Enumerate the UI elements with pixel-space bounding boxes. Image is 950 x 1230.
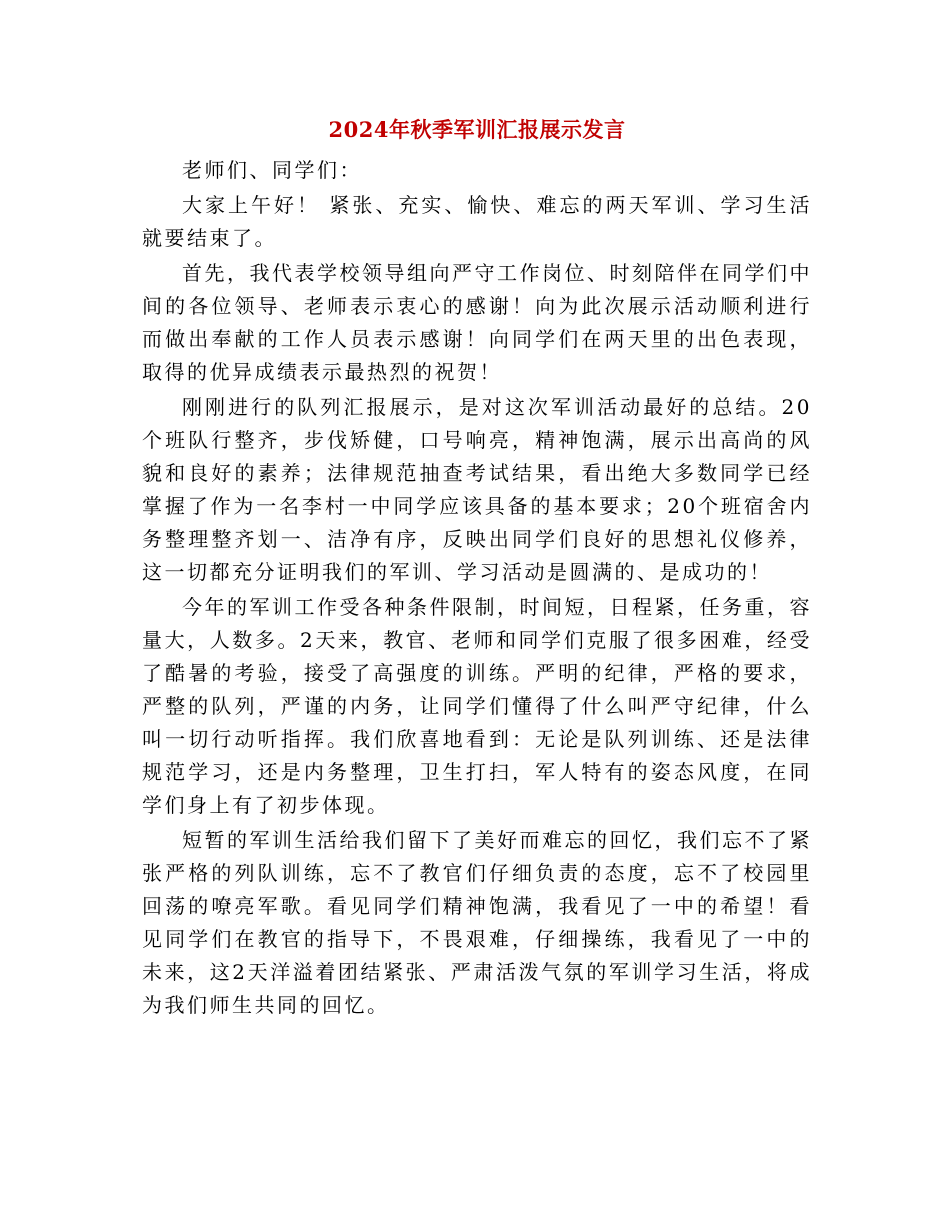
paragraph-summary: 刚刚进行的队列汇报展示，是对这次军训活动最好的总结。20个班队行整齐，步伐矫健，口号响亮，精神饱满，展示出高尚的风貌和良好的素养；法律规范抽查考试结果，看出绝大多数同学已经掌握了作为一名李村一中同学应该具备的基本要求；20个班宿舍内务整理整齐划一、洁净有序，反映出同学们良好的思想礼仪修养，这一切都充分证明我们的军训、学习活动是圆满的、是成功的！ xyxy=(142,395,812,584)
paragraph-opening: 大家上午好！ 紧张、充实、愉快、难忘的两天军训、学习生活就要结束了。 xyxy=(142,193,812,250)
paragraph-conditions: 今年的军训工作受各种条件限制，时间短，日程紧，任务重，容量大，人数多。2天来，教官、老师和同学们克服了很多困难，经受了酷暑的考验，接受了高强度的训练。严明的纪律，严格的要求，严整的队列，严谨的内务，让同学们懂得了什么叫严守纪律，什么叫一切行动听指挥。我们欣喜地看到：无论是队列训练、还是法律规范学习，还是内务整理，卫生打扫，军人特有的姿态风度，在同学们身上有了初步体现。 xyxy=(142,595,812,817)
document-page xyxy=(142,114,812,1024)
paragraph-memories: 短暂的军训生活给我们留下了美好而难忘的回忆，我们忘不了紧张严格的列队训练，忘不了教官们仔细负责的态度，忘不了校园里回荡的嘹亮军歌。看见同学们精神饱满，我看见了一中的希望！看见同学们在教官的指导下，不畏艰难，仔细操练，我看见了一中的未来，这2天洋溢着团结紧张、严肃活泼气氛的军训学习生活，将成为我们师生共同的回忆。 xyxy=(142,828,812,1017)
paragraph-thanks: 首先，我代表学校领导组向严守工作岗位、时刻陪伴在同学们中间的各位领导、老师表示衷心的感谢！向为此次展示活动顺利进行而做出奉献的工作人员表示感谢！向同学们在两天里的出色表现，取得的优异成绩表示最热烈的祝贺！ xyxy=(142,261,812,384)
document-title: 2024年秋季军训汇报展示发言 xyxy=(328,117,626,142)
paragraph-greeting: 老师们、同学们： xyxy=(182,158,362,182)
